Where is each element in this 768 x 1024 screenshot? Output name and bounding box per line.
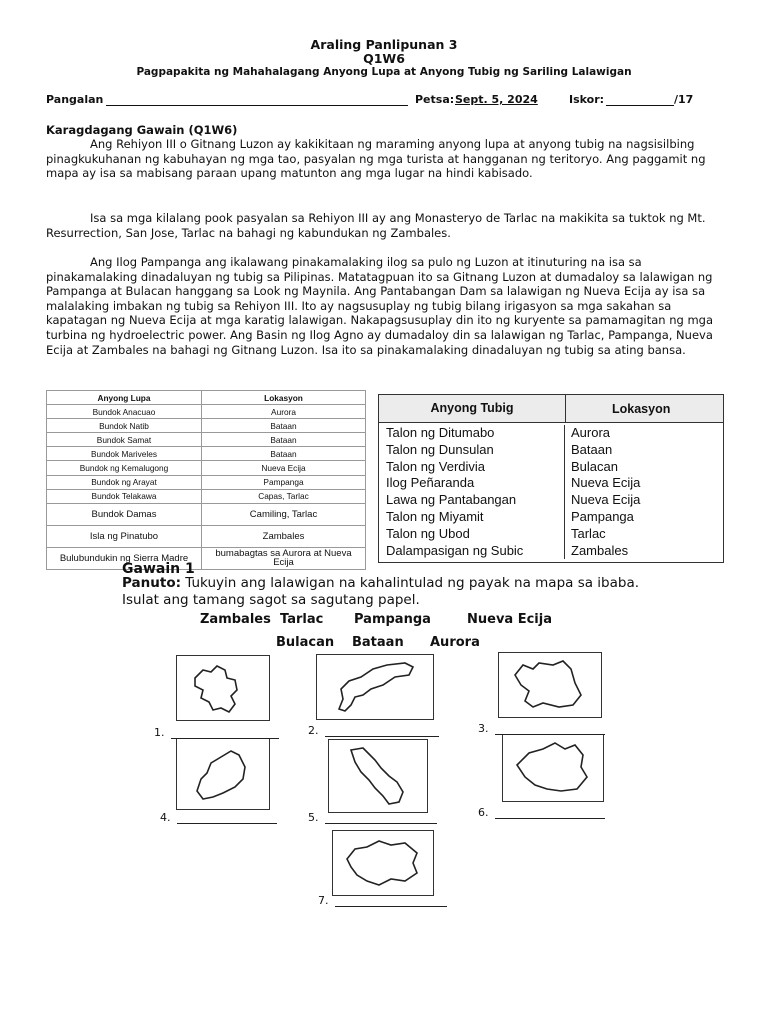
province-outline-icon: [317, 655, 433, 719]
choice-word: Bulacan: [276, 635, 335, 650]
column-header: Anyong Tubig: [379, 395, 566, 422]
table-header-row: [379, 395, 723, 423]
province-map-3: [498, 652, 602, 718]
table-cell: Zambales: [202, 525, 366, 547]
quarter-week-code: Q1W6: [363, 51, 405, 66]
subject-title: Araling Panlipunan 3: [310, 37, 458, 52]
table-cell: bumabagtas sa Aurora at Nueva Ecija: [202, 547, 366, 569]
table-cell: Bundok Damas: [47, 503, 202, 525]
table-cell: Talon ng Miyamit: [379, 509, 565, 526]
column-header: Lokasyon: [612, 401, 671, 416]
table-row: [379, 425, 723, 442]
table-cell: Bulubundukin ng Sierra Madre: [47, 547, 202, 569]
table-row: [47, 405, 366, 419]
table-cell: Bundok Mariveles: [47, 447, 202, 461]
answer-item-3[interactable]: 3.: [478, 722, 605, 735]
name-label: Pangalan: [46, 93, 104, 106]
table-cell: Bundok Natib: [47, 419, 202, 433]
table-cell: Bundok Samat: [47, 433, 202, 447]
table-cell: Talon ng Verdivia: [379, 459, 565, 476]
table-row: [47, 433, 366, 447]
table-cell: Bataan: [571, 441, 613, 457]
section-title: Karagdagang Gawain (Q1W6): [46, 123, 238, 137]
instruction-label: Panuto:: [122, 575, 181, 591]
table-header-row: [47, 391, 366, 405]
province-outline-icon: [503, 735, 603, 801]
table-cell: Lawa ng Pantabangan: [379, 492, 565, 509]
table-cell: Tarlac: [571, 525, 606, 541]
table-cell: Nueva Ecija: [571, 475, 641, 491]
table-cell: Bulacan: [571, 458, 618, 474]
table-cell: Bataan: [202, 433, 366, 447]
paragraph-2: Isa sa mga kilalang pook pasyalan sa Rehiyon III ay ang Monasteryo de Tarlac na makikita sa tuktok ng Mt. Resurrection, San Jose, Tarlac na bahagi ng kabundukan ng Zambales.: [46, 211, 706, 240]
date-value: Sept. 5, 2024: [455, 93, 538, 106]
table-cell: Bataan: [202, 419, 366, 433]
answer-item-1[interactable]: 1.: [154, 726, 279, 739]
table-row: [47, 503, 366, 525]
answer-item-6[interactable]: 6.: [478, 806, 605, 819]
choice-word: Tarlac: [280, 612, 324, 627]
table-row: [47, 547, 366, 569]
anyong-lupa-table: [46, 390, 366, 570]
table-cell: Talon ng Dunsulan: [379, 442, 565, 459]
table-row: [379, 543, 723, 560]
table-row: [379, 442, 723, 459]
table-row: [379, 475, 723, 492]
table-row: [379, 459, 723, 476]
province-map-5: [328, 739, 428, 813]
table-cell: Nueva Ecija: [202, 461, 366, 475]
province-outline-icon: [177, 739, 269, 809]
activity-title: Gawain 1: [122, 561, 195, 577]
paragraph-3: Ang Ilog Pampanga ang ikalawang pinakamalaking ilog sa pulo ng Luzon at itinuturing na isa sa pinakamalaking dinadaluyan ng tubig sa Pilipinas. Matatagpuan ito sa Gitnang Luzon at dumadaloy sa lalawigan ng Pampanga at Bulacan hanggang sa Look ng Maynila. Ang Pantabangan Dam sa lalawigan ng Nueva Ecija ay isa sa malalaking imbakan ng tubig sa Rehiyon III. Ito ay nagsusuplay ng tubig bilang irigasyon sa mga sakahan sa kapatagan ng Nueva Ecija at mga karatig lalawigan. Nakapagsusuplay din ito ng kuryente sa pamamagitan ng mga turbina ng hydroelectric power. Ang Basin ng Ilog Agno ay dumadaloy din sa lalawigan ng Tarlac, Pampanga, Nueva Ecija at Zambales na bahagi ng Gitnang Luzon. Isa ito sa pinakamalaking dinadaluyan ng tubig sa ating bansa.: [46, 255, 713, 357]
province-outline-icon: [177, 656, 269, 720]
province-outline-icon: [333, 831, 433, 895]
table-row: [379, 526, 723, 543]
column-header: Lokasyon: [202, 391, 366, 405]
province-map-7: [332, 830, 434, 896]
activity-instruction: [122, 575, 642, 608]
table-cell: Bataan: [202, 447, 366, 461]
table-cell: Pampanga: [571, 508, 634, 524]
table-cell: Bundok Anacuao: [47, 405, 202, 419]
table-cell: Ilog Peñaranda: [379, 475, 565, 492]
paragraph-1: Ang Rehiyon III o Gitnang Luzon ay kakikitaan ng maraming anyong lupa at anyong tubig na nagsisilbing pinagkukuhanan ng kabuhayan ng mga tao, pasyalan ng mga turista at hangganan ng teritoryo. Ang paggamit ng mapa ay isa sa mabisang paraan upang matunton ang mga lugar na hindi kabisado.: [46, 137, 706, 181]
choice-word: Bataan: [352, 635, 404, 650]
table-cell: Bundok ng Kemalugong: [47, 461, 202, 475]
date-label: Petsa:: [415, 93, 455, 106]
score-label: Iskor:: [569, 93, 605, 106]
table-cell: Nueva Ecija: [571, 492, 641, 508]
table-cell: Isla ng Pinatubo: [47, 525, 202, 547]
table-row: [47, 489, 366, 503]
table-cell: Aurora: [202, 405, 366, 419]
table-cell: Capas, Tarlac: [202, 489, 366, 503]
table-cell: Pampanga: [202, 475, 366, 489]
answer-item-4[interactable]: 4.: [160, 811, 277, 824]
province-map-4: [176, 738, 270, 810]
table-row: [47, 419, 366, 433]
table-cell: Dalampasigan ng Subic: [379, 543, 565, 560]
province-map-2: [316, 654, 434, 720]
instruction-text: Tukuyin ang lalawigan na kahalintulad ng payak na mapa sa ibaba. Isulat ang tamang sagot sa sagutang papel.: [122, 575, 640, 608]
table-row: [47, 447, 366, 461]
province-outline-icon: [329, 740, 427, 812]
lesson-topic: Pagpapakita ng Mahahalagang Anyong Lupa at Anyong Tubig ng Sariling Lalawigan: [136, 66, 632, 78]
anyong-tubig-table: [378, 394, 724, 563]
table-cell: Aurora: [571, 425, 611, 440]
table-row: [379, 492, 723, 509]
table-cell: Zambales: [571, 542, 629, 558]
province-map-6: [502, 734, 604, 802]
choice-word: Aurora: [430, 635, 480, 650]
table-row: [47, 475, 366, 489]
choice-word: Zambales: [200, 612, 271, 627]
province-map-1: [176, 655, 270, 721]
table-cell: Talon ng Ubod: [379, 526, 565, 543]
choice-word: Pampanga: [354, 612, 431, 627]
table-row: [47, 525, 366, 547]
table-cell: Talon ng Ditumabo: [379, 425, 565, 442]
answer-item-2[interactable]: 2.: [308, 724, 439, 737]
table-cell: Bundok Telakawa: [47, 489, 202, 503]
answer-item-7[interactable]: 7.: [318, 894, 447, 907]
table-row: [379, 509, 723, 526]
table-row: [47, 461, 366, 475]
answer-item-5[interactable]: 5.: [308, 811, 437, 824]
table-cell: Camiling, Tarlac: [202, 503, 366, 525]
province-outline-icon: [499, 653, 601, 717]
score-total: /17: [674, 93, 694, 106]
column-header: Anyong Lupa: [47, 391, 202, 405]
table-cell: Bundok ng Arayat: [47, 475, 202, 489]
choice-word: Nueva Ecija: [467, 612, 552, 627]
